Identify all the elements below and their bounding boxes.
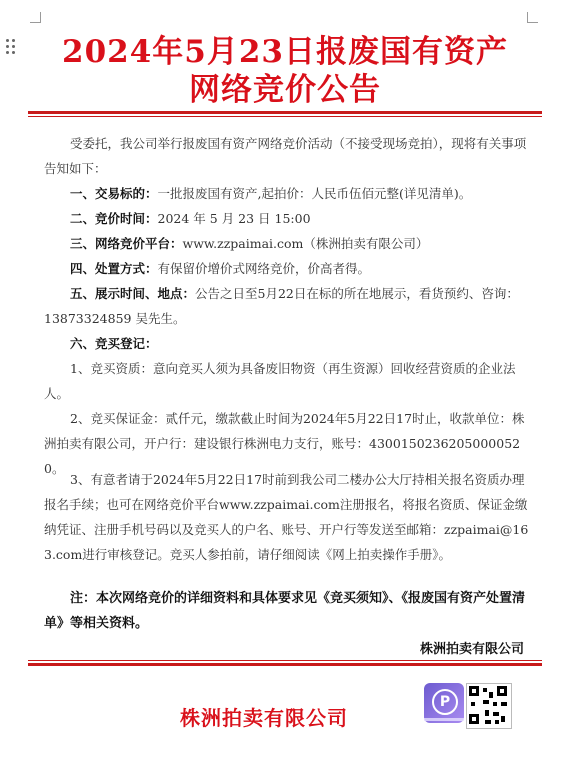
registration-qualification: 1、竞买资质：意向竞买人须为具备废旧物资（再生资源）回收经营资质的企业法人。: [44, 361, 516, 401]
top-divider-thin: [28, 116, 542, 117]
item-label: 五、展示时间、地点：: [70, 286, 196, 301]
item-label: 四、处置方式：: [70, 261, 158, 276]
document-title-line-2: 网络竞价公告: [189, 72, 381, 108]
registration-deposit: 2、竞买保证金：贰仟元，缴款截止时间为2024年5月22日17时止，收款单位：株洲拍卖有限公司，开户行：建设银行株洲电力支行，账号：43001502362050000520。: [44, 411, 525, 476]
item-value: 有保留价增价式网络竞价，价高者得。: [157, 261, 371, 276]
item-display-time: [44, 281, 530, 331]
item-label: 二、竞价时间：: [70, 211, 158, 226]
item-value: www.zzpaimai.com（株洲拍卖有限公司）: [182, 236, 429, 251]
closing-note: 注：本次网络竞价的详细资料和具体要求见《竞买须知》、《报废国有资产处置清单》等相关资料。: [44, 591, 526, 631]
bottom-divider-thin: [28, 660, 542, 661]
document-title-line-1: 2024年5月23日报废国有资产: [62, 34, 508, 70]
signature-company: 株洲拍卖有限公司: [419, 642, 524, 657]
intro-paragraph: 受委托，我公司举行报废国有资产网络竞价活动（不接受现场竞拍），现将有关事项告知如下：: [44, 136, 527, 176]
item-value: 公告之日至5月22日在标的所在地展示，看货预约、咨询：13873324859 吴先生。: [44, 286, 519, 326]
item-value: 一批报废国有资产,起拍价：人民币伍佰元整(详见清单)。: [157, 186, 472, 201]
item-trade-target: [70, 181, 530, 206]
corner-mark-top-left: [30, 12, 41, 23]
registration-procedure: 3、有意者请于2024年5月22日17时前到我公司二楼办公大厅持相关报名资质办理报名手续；也可在网络竞价平台www.zzpaimai.com注册报名，将报名资质、保证金缴纳凭证、注册手机号码以及竞买人的户名、账号、开户行等发送至邮箱：zzpaimai@163.com进行审核登记。竞买人参拍前，请仔细阅读《网上拍卖操作手册》。: [44, 472, 529, 562]
item-label: 一、交易标的：: [70, 186, 158, 201]
item-disposal-method: [70, 256, 530, 281]
top-divider-thick: [28, 111, 542, 114]
footer-company-name: 株洲拍卖有限公司: [180, 706, 348, 730]
qr-code-icon: [466, 683, 512, 729]
item-value: 2024 年 5 月 23 日 15:00: [157, 211, 311, 226]
item-platform: [70, 231, 530, 256]
item-registration-heading: [70, 331, 530, 356]
item-bid-time: [70, 206, 530, 231]
item-label: 三、网络竞价平台：: [70, 236, 183, 251]
bottom-divider-thick: [28, 663, 542, 666]
corner-mark-top-right: [527, 12, 538, 23]
miniprogram-code-icon: P: [424, 683, 464, 723]
item-label: 六、竞买登记：: [70, 336, 158, 351]
